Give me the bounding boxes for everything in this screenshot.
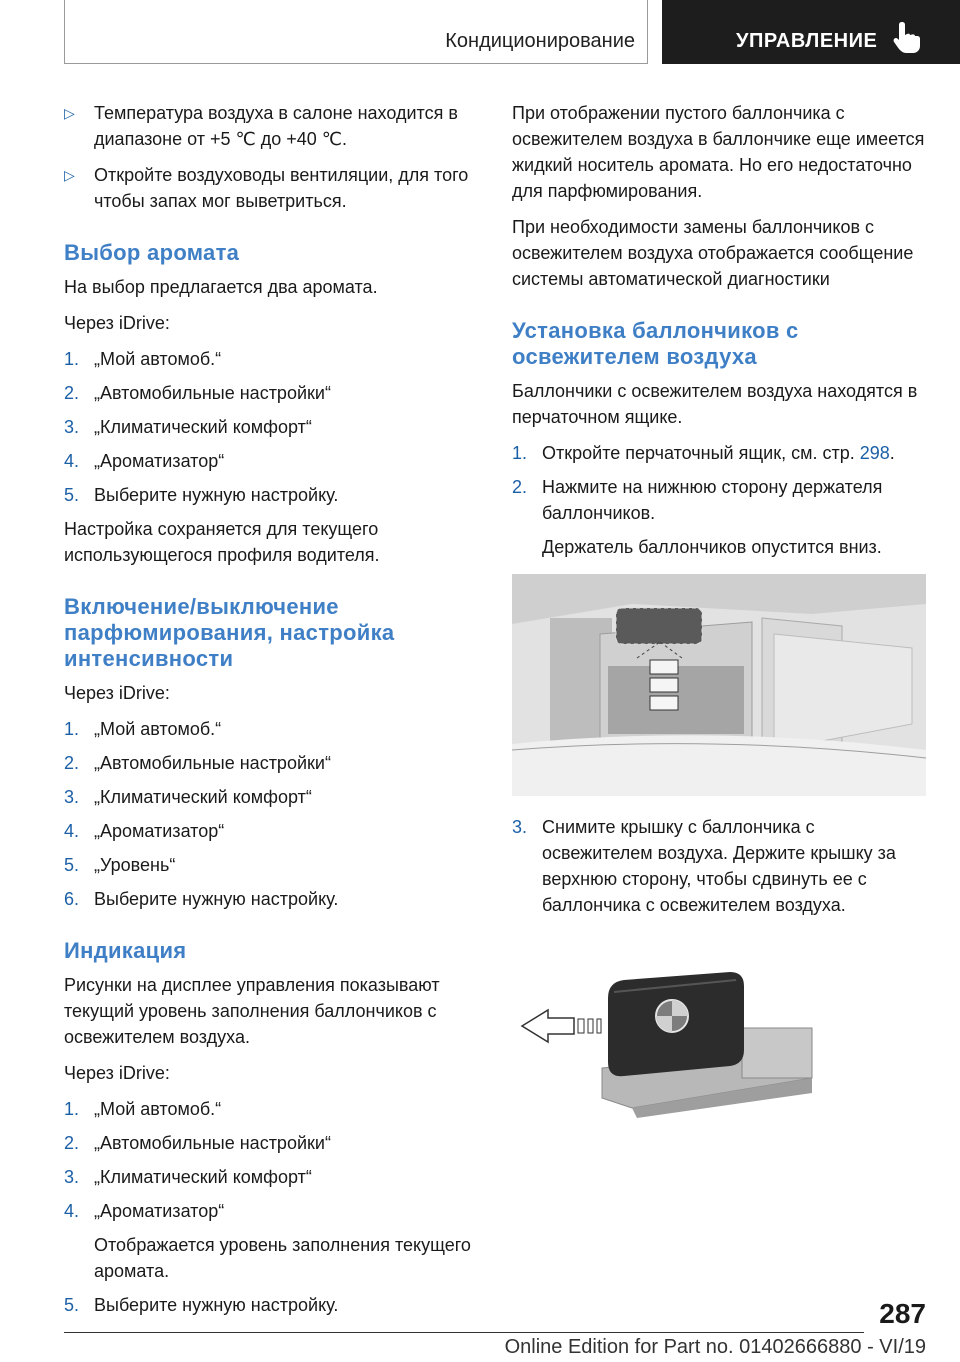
triangle-bullet-icon: ▷ bbox=[64, 105, 75, 121]
list-item: 5. Выберите нужную настройку. bbox=[64, 1295, 339, 1315]
bullet-item: ▷ Температура воздуха в салоне находится в диапазоне от +5 ℃ до +40 ℃. bbox=[64, 100, 474, 152]
header-section: УПРАВЛЕНИЕ bbox=[736, 30, 878, 52]
step-note: Держатель баллончиков опустится вниз. bbox=[542, 537, 882, 557]
steps-list bbox=[64, 346, 474, 508]
cartridge-illustration bbox=[512, 958, 926, 1118]
paragraph: Через iDrive: bbox=[64, 1063, 170, 1083]
steps-list bbox=[64, 1096, 474, 1318]
steps-list bbox=[512, 814, 926, 918]
steps-list bbox=[64, 716, 474, 912]
paragraph: Через iDrive: bbox=[64, 683, 170, 703]
section-title-aroma-choice: Выбор аромата bbox=[64, 240, 240, 265]
paragraph: Рисунки на дисплее управления показывают текущий уровень заполнения баллончиков с освежителем воздуха. bbox=[64, 975, 440, 1047]
list-item: 5. Выберите нужную настройку. bbox=[64, 485, 339, 505]
list-item: 4. „Ароматизатор“ bbox=[64, 451, 225, 471]
footer-divider bbox=[64, 1332, 864, 1333]
list-item: 4. „Ароматизатор“ Отображается уровень заполнения текущего аромата. bbox=[64, 1198, 474, 1284]
paragraph: При необходимости замены баллончиков с освежителем воздуха отображается сообщение системы автоматической диагностики bbox=[512, 217, 914, 289]
list-item: 3. „Климатический комфорт“ bbox=[64, 1167, 312, 1187]
paragraph: Через iDrive: bbox=[64, 313, 170, 333]
glovebox-drawing bbox=[512, 574, 926, 796]
list-item: 1. „Мой автомоб.“ bbox=[64, 349, 222, 369]
paragraph: Баллончики с освежителем воздуха находятся в перчаточном ящике. bbox=[512, 381, 918, 427]
page-number: 287 bbox=[879, 1298, 926, 1329]
list-item: 5. „Уровень“ bbox=[64, 855, 176, 875]
list-item: 4. „Ароматизатор“ bbox=[64, 821, 225, 841]
list-item: 6. Выберите нужную настройку. bbox=[64, 889, 339, 909]
right-column bbox=[512, 100, 926, 1136]
list-item: 2. „Автомобильные настройки“ bbox=[64, 753, 331, 773]
header-section-box bbox=[662, 0, 960, 64]
bullet-item: ▷ Откройте воздуховоды вентиляции, для того чтобы запах мог выветриться. bbox=[64, 162, 474, 214]
paragraph: При отображении пустого баллончика с освежителем воздуха в баллончике еще имеется жидкий носитель аромата. Но его недостаточно для парфюмирования. bbox=[512, 103, 925, 201]
header-chapter: Кондиционирование bbox=[445, 30, 635, 52]
list-item: 3. Снимите крышку с баллончика с освежителем воздуха. Держите крышку за верхнюю сторону, чтобы сдвинуть ее с баллончика с освежителем воздуха. bbox=[512, 817, 896, 915]
list-item: 3. „Климатический комфорт“ bbox=[64, 417, 312, 437]
header-chapter-box bbox=[64, 0, 648, 64]
glovebox-illustration bbox=[512, 574, 926, 796]
cartridge-drawing bbox=[512, 958, 926, 1118]
steps-list bbox=[512, 440, 926, 560]
page-link[interactable]: 298 bbox=[859, 443, 890, 463]
paragraph: На выбор предлагается два аромата. bbox=[64, 277, 378, 297]
paragraph: Настройка сохраняется для текущего использующегося профиля водителя. bbox=[64, 519, 380, 565]
step-note: Отображается уровень заполнения текущего аромата. bbox=[94, 1235, 471, 1281]
left-column bbox=[64, 100, 474, 1326]
section-title-install-cartridges: Установка баллончиков с освежителем воздуха bbox=[512, 318, 799, 369]
list-item: 2. „Автомобильные настройки“ bbox=[64, 1133, 331, 1153]
list-item: 2. „Автомобильные настройки“ bbox=[64, 383, 331, 403]
list-item: 1. „Мой автомоб.“ bbox=[64, 1099, 222, 1119]
footer-edition: Online Edition for Part no. 01402666880 - VI/19 bbox=[504, 1336, 926, 1358]
list-item: 1. Откройте перчаточный ящик, см. стр. 298. bbox=[512, 443, 895, 463]
section-title-perfume-toggle: Включение/выключение парфюмирования, настройка интенсивности bbox=[64, 594, 395, 671]
section-title-indication: Индикация bbox=[64, 938, 187, 963]
list-item: 1. „Мой автомоб.“ bbox=[64, 719, 222, 739]
triangle-bullet-icon: ▷ bbox=[64, 167, 75, 183]
list-item: 3. „Климатический комфорт“ bbox=[64, 787, 312, 807]
list-item: 2. Нажмите на нижнюю сторону держателя баллончиков. Держатель баллончиков опустится вниз. bbox=[512, 474, 926, 560]
hand-pointer-icon bbox=[892, 20, 922, 54]
